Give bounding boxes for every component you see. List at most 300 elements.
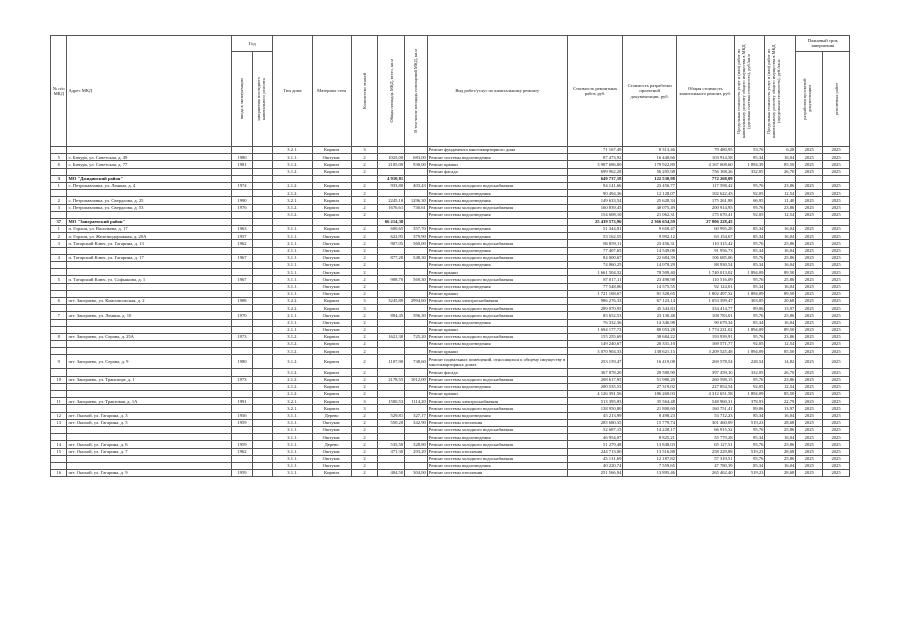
cell-fl: 2: [351, 455, 378, 462]
cell-p1: 2025: [796, 369, 823, 376]
cell-y2: [252, 333, 273, 340]
cell-addr: [67, 168, 232, 175]
cell-fl: 2: [351, 326, 378, 333]
cell-u2: 23,86: [765, 376, 796, 383]
cell-y2: [252, 455, 273, 462]
table-row: [51, 326, 850, 333]
cell-u1: 85,34: [734, 434, 765, 441]
cell-p2: 2025: [823, 348, 850, 355]
cell-mat: Кирпич: [312, 147, 351, 154]
cell-pa: 930,00: [405, 161, 428, 168]
cell-addr: [67, 290, 232, 297]
cell-pa: 328,80: [405, 441, 428, 448]
cell-y1: [232, 383, 253, 390]
table-row: [51, 412, 850, 419]
cell-mat: Оштукат.: [312, 276, 351, 283]
cell-c1: 986 276,33: [567, 297, 623, 304]
cell-y1: 1967: [232, 254, 253, 261]
cell-work: Ремонт системы водоотведения: [427, 197, 567, 204]
cell-addr: [67, 305, 232, 312]
cell-pa: 327,17: [405, 412, 428, 419]
cell-addr: пгт. Онохой, ул. Гагарина, д. 6: [67, 441, 232, 448]
table-row: [51, 154, 850, 161]
cell-p2: 2025: [823, 326, 850, 333]
cell-u1: 85,34: [734, 283, 765, 290]
table-row: [51, 369, 850, 376]
cell-p1: 2025: [796, 204, 823, 211]
cell-c3: 397 459,10: [676, 369, 734, 376]
cell-c1: 77 407,65: [567, 247, 623, 254]
cell-u2: 16,04: [765, 154, 796, 161]
cell-fl: 2: [351, 391, 378, 398]
cell-mat: Кирпич: [312, 297, 351, 304]
header-floors: Количество этажей: [351, 36, 378, 147]
cell-c3: 53 712,23: [676, 412, 734, 419]
cell-code: [273, 175, 312, 182]
cell-u2: 25,86: [765, 276, 796, 283]
header-address: Адрес МКД: [67, 36, 232, 147]
header-unit-cost: Предельная стоимость услуг и (или) работ по капитальному ремонту общего имущества в МКД (удельная сметная стоимость), руб./кв.м: [734, 36, 765, 147]
cell-u2: 16,04: [765, 283, 796, 290]
cell-c2: 122 530,98: [623, 175, 677, 182]
cell-p2: 2025: [823, 233, 850, 240]
cell-id: [51, 369, 67, 376]
cell-work: Ремонт крыши: [427, 269, 567, 276]
cell-p1: 2025: [796, 312, 823, 319]
cell-fl: 2: [351, 254, 378, 261]
cell-work: Ремонт системы холодного водоснабжения: [427, 426, 567, 433]
cell-pa: [405, 211, 428, 218]
header-design-cost: Стоимость разработки проектной документации, руб.: [623, 36, 677, 147]
cell-p2: 2025: [823, 448, 850, 455]
cell-p1: 2025: [796, 226, 823, 233]
cell-c2: 16 419,08: [623, 355, 677, 369]
cell-id: [51, 383, 67, 390]
cell-mat: Дерево: [312, 412, 351, 419]
cell-work: Ремонт системы холодного водоснабжения: [427, 376, 567, 383]
cell-addr: [67, 391, 232, 398]
cell-ta: 1107,90: [378, 355, 405, 369]
table-row: [51, 405, 850, 412]
cell-p1: 2025: [796, 297, 823, 304]
cell-code: 3.1.1.: [273, 276, 312, 283]
municipality-row: [51, 175, 850, 182]
cell-pa: [405, 348, 428, 355]
cell-c3: 227 854,54: [676, 383, 734, 390]
cell-id: 12: [51, 412, 67, 419]
cell-y1: [232, 290, 253, 297]
cell-ta: 600,65: [378, 226, 405, 233]
cell-addr: пгт. Онохой, ул. Гагарина, д. 3: [67, 412, 232, 419]
cell-y1: [232, 262, 253, 269]
cell-c2: 23 456,31: [623, 240, 677, 247]
cell-c2: 23 130,48: [623, 312, 677, 319]
cell-y1: 1974: [232, 182, 253, 189]
cell-c1: 253 159,47: [567, 355, 623, 369]
cell-addr: пгт. Заиграево, ул. Ленина, д. 10: [67, 312, 232, 319]
cell-u2: 28,68: [765, 470, 796, 477]
cell-work: [427, 175, 567, 182]
cell-u2: 12,54: [765, 383, 796, 390]
cell-pa: [405, 341, 428, 348]
cell-u1: 95,76: [734, 204, 765, 211]
cell-c3: 117 598,42: [676, 182, 734, 189]
cell-u2: 26,70: [765, 369, 796, 376]
cell-p1: 2025: [796, 147, 823, 154]
cell-p2: 2025: [823, 312, 850, 319]
cell-id: [51, 247, 67, 254]
cell-fl: 2: [351, 412, 378, 419]
cell-u2: 12,54: [765, 190, 796, 197]
cell-c3: 88 930,54: [676, 262, 734, 269]
cell-code: 3.1.1.: [273, 462, 312, 469]
cell-c2: 35 564,48: [623, 398, 677, 405]
cell-addr: [67, 319, 232, 326]
cell-code: [273, 218, 312, 225]
table-row: [51, 434, 850, 441]
cell-p1: 2025: [796, 161, 823, 168]
cell-id: [51, 319, 67, 326]
cell-c3: 548 960,31: [676, 398, 734, 405]
cell-ta: [378, 211, 405, 218]
cell-y1: 1963: [232, 226, 253, 233]
cell-fl: 2: [351, 233, 378, 240]
cell-y2: [252, 168, 273, 175]
cell-c2: 12 187,82: [623, 455, 677, 462]
cell-y1: 1959: [232, 441, 253, 448]
cell-p1: 2025: [796, 290, 823, 297]
cell-p2: 2025: [823, 305, 850, 312]
cell-pa: 342,90: [405, 419, 428, 426]
cell-p1: 2025: [796, 405, 823, 412]
header-num: № п/п МКД: [51, 36, 67, 147]
cell-u2: 85,50: [765, 391, 796, 398]
cell-c2: 80 053,28: [623, 326, 677, 333]
table-row: [51, 197, 850, 204]
header-unit-limit: Предельная стоимость услуг и (или) работ по капитальному ремонту общего имущества в МКД (предельная стоимость), руб./кв.м: [765, 36, 796, 147]
cell-addr: [67, 247, 232, 254]
cell-y2: [252, 190, 273, 197]
cell-c3: 772 268,09: [676, 175, 734, 182]
cell-p2: 2025: [823, 441, 850, 448]
cell-id: [51, 262, 67, 269]
cell-id: [51, 341, 67, 348]
cell-ta: [378, 434, 405, 441]
cell-pa: 569,30: [405, 276, 428, 283]
cell-p2: 2025: [823, 470, 850, 477]
cell-c1: 87 017,11: [567, 276, 623, 283]
cell-pa: 725,20: [405, 333, 428, 340]
cell-y1: [232, 269, 253, 276]
cell-pa: 560,00: [405, 240, 428, 247]
cell-id: 1: [51, 226, 67, 233]
cell-addr: пгт. Заиграево, ул. Серова, д. 9: [67, 355, 232, 369]
cell-y2: [252, 319, 273, 326]
cell-c2: 21 800,60: [623, 405, 677, 412]
cell-addr: с. Петропавловка, ул. Свердлова, д. 25: [67, 197, 232, 204]
cell-p2: 2025: [823, 462, 850, 469]
cell-c3: 193 939,91: [676, 333, 734, 340]
cell-code: 3.1.1.: [273, 269, 312, 276]
cell-fl: 2: [351, 312, 378, 319]
cell-u2: 12,54: [765, 341, 796, 348]
cell-y2: [252, 434, 273, 441]
cell-p1: 2025: [796, 448, 823, 455]
cell-id: [51, 405, 67, 412]
cell-addr: [67, 434, 232, 441]
cell-c3: 47 780,39: [676, 462, 734, 469]
cell-ta: 66 214,38: [378, 218, 405, 225]
cell-p1: 2025: [796, 376, 823, 383]
cell-ta: [378, 305, 405, 312]
cell-id: 9: [51, 355, 67, 369]
cell-p1: 2025: [796, 247, 823, 254]
cell-ta: [378, 269, 405, 276]
cell-p1: 2025: [796, 419, 823, 426]
cell-ta: 550,20: [378, 419, 405, 426]
cell-ta: 4 910,81: [378, 175, 405, 182]
cell-mat: Кирпич: [312, 355, 351, 369]
cell-ta: 3245,80: [378, 297, 405, 304]
cell-addr: п. Горхон, ул. Железнодорожная, д. 20А: [67, 233, 232, 240]
cell-u2: 16,04: [765, 434, 796, 441]
cell-addr: [67, 190, 232, 197]
cell-code: 3.1.2.: [273, 161, 312, 168]
cell-c1: 86 859,11: [567, 240, 623, 247]
header-year-commission: ввода в эксплуатацию: [232, 51, 253, 146]
cell-mat: Кирпич: [312, 405, 351, 412]
cell-u1: 303,85: [734, 297, 765, 304]
cell-c3: 66 915,32: [676, 426, 734, 433]
cell-ta: 2245,10: [378, 197, 405, 204]
cell-y2: [252, 369, 273, 376]
cell-ta: 2178,55: [378, 376, 405, 383]
table-row: [51, 333, 850, 340]
cell-c2: 9 992,12: [623, 233, 677, 240]
cell-u2: 14,82: [765, 355, 796, 369]
cell-p2: 2025: [823, 182, 850, 189]
cell-p1: 2025: [796, 434, 823, 441]
cell-work: Ремонт системы холодного водоснабжения: [427, 254, 567, 261]
cell-ta: [378, 326, 405, 333]
header-repair-works: ремонтных работ: [823, 51, 850, 146]
header-repair-cost: Стоимость ремонтных работ, руб.: [567, 36, 623, 147]
cell-fl: 2: [351, 240, 378, 247]
cell-code: 3.1.1.: [273, 283, 312, 290]
cell-pa: [405, 326, 428, 333]
cell-c1: 45 213,99: [567, 412, 623, 419]
cell-u1: 92,05: [734, 341, 765, 348]
cell-y2: [252, 297, 273, 304]
cell-y2: [252, 247, 273, 254]
cell-ta: [378, 462, 405, 469]
cell-y1: 1988: [232, 297, 253, 304]
cell-p1: 2025: [796, 254, 823, 261]
cell-pa: [405, 190, 428, 197]
cell-mat: Кирпич: [312, 470, 351, 477]
cell-ta: [378, 190, 405, 197]
header-wall-material: Материал стен: [312, 36, 351, 147]
cell-pa: [405, 455, 428, 462]
cell-c3: 334 414,77: [676, 305, 734, 312]
cell-y2: [252, 218, 273, 225]
cell-c1: 53 162,55: [567, 233, 623, 240]
cell-code: 2.1.1.: [273, 319, 312, 326]
cell-code: 2.1.2.: [273, 182, 312, 189]
table-row: [51, 269, 850, 276]
cell-mat: Кирпич: [312, 391, 351, 398]
table-row: [51, 448, 850, 455]
cell-y1: 1990: [232, 197, 253, 204]
cell-u1: 85,34: [734, 247, 765, 254]
cell-y1: 1959: [232, 419, 253, 426]
cell-code: 3.2.2.: [273, 305, 312, 312]
cell-c1: 3 070 904,33: [567, 348, 623, 355]
cell-addr: [67, 369, 232, 376]
cell-work: Ремонт системы отопления: [427, 419, 567, 426]
cell-c3: 260 598,15: [676, 376, 734, 383]
cell-u2: 6,28: [765, 147, 796, 154]
cell-y2: [252, 312, 273, 319]
table-row: [51, 182, 850, 189]
cell-pa: 730,61: [405, 204, 428, 211]
cell-p1: 2025: [796, 470, 823, 477]
cell-u2: 25,86: [765, 254, 796, 261]
cell-c1: 46 954,07: [567, 434, 623, 441]
table-row: [51, 204, 850, 211]
cell-fl: 2: [351, 154, 378, 161]
cell-u1: 95,76: [734, 276, 765, 283]
cell-mat: Оштукат.: [312, 283, 351, 290]
cell-id: 14: [51, 441, 67, 448]
cell-p1: 2025: [796, 168, 823, 175]
cell-c3: 301 460,09: [676, 419, 734, 426]
cell-p2: 2025: [823, 161, 850, 168]
cell-c1: 51 279,48: [567, 441, 623, 448]
cell-work: Ремонт фасада: [427, 369, 567, 376]
cell-p1: 2025: [796, 211, 823, 218]
cell-code: 2.1.2.: [273, 391, 312, 398]
cell-pa: 1296,30: [405, 197, 428, 204]
cell-c1: 208 617,95: [567, 376, 623, 383]
cell-c2: 78 509,40: [623, 269, 677, 276]
cell-y1: [232, 305, 253, 312]
cell-pa: 683,00: [405, 154, 428, 161]
cell-ta: [378, 405, 405, 412]
cell-y1: [232, 391, 253, 398]
cell-ta: [378, 147, 405, 154]
cell-c2: 14 228,17: [623, 426, 677, 433]
cell-pa: [405, 262, 428, 269]
cell-y1: 1962: [232, 240, 253, 247]
cell-p1: 2025: [796, 398, 823, 405]
cell-fl: 2: [351, 197, 378, 204]
cell-addr: с. Бичура, ул. Советская, д. 49: [67, 154, 232, 161]
cell-addr: [67, 348, 232, 355]
cell-c3: 103 914,58: [676, 154, 734, 161]
cell-work: Ремонт системы водоотведения: [427, 262, 567, 269]
header-house-type: Тип дома: [273, 36, 312, 147]
cell-y1: 1973: [232, 376, 253, 383]
cell-u2: 16,04: [765, 319, 796, 326]
cell-work: Ремонт системы водоотведения: [427, 233, 567, 240]
cell-c2: 21 062,31: [623, 211, 677, 218]
cell-c2: 14 346,98: [623, 319, 677, 326]
table-row: [51, 290, 850, 297]
cell-p2: 2025: [823, 254, 850, 261]
cell-c3: 1 740 013,02: [676, 269, 734, 276]
cell-c1: 649 737,18: [567, 175, 623, 182]
cell-p1: 2025: [796, 326, 823, 333]
cell-pa: [405, 283, 428, 290]
cell-pa: 738,60: [405, 355, 428, 369]
cell-id: 11: [51, 398, 67, 405]
cell-pa: [405, 462, 428, 469]
cell-ta: 1676,61: [378, 204, 405, 211]
cell-p2: [823, 218, 850, 225]
cell-u1: 85,34: [734, 233, 765, 240]
cell-mat: Кирпич: [312, 161, 351, 168]
cell-c3: 258 229,88: [676, 448, 734, 455]
cell-fl: 2: [351, 348, 378, 355]
cell-c2: 2 366 654,59: [623, 218, 677, 225]
cell-c3: 91 956,73: [676, 247, 734, 254]
cell-mat: Кирпич: [312, 168, 351, 175]
cell-c3: 60 995,28: [676, 226, 734, 233]
header-total-cost: Общая стоимость капитального ремонт, руб.: [676, 36, 734, 147]
cell-u1: 85,34: [734, 412, 765, 419]
cell-p2: 2025: [823, 419, 850, 426]
cell-u2: 89,50: [765, 326, 796, 333]
cell-fl: 2: [351, 419, 378, 426]
table-row: [51, 247, 850, 254]
cell-p2: 2025: [823, 341, 850, 348]
table-row: [51, 391, 850, 398]
cell-addr: [67, 211, 232, 218]
cell-id: [51, 190, 67, 197]
cell-u1: 332,05: [734, 369, 765, 376]
cell-p1: 2025: [796, 262, 823, 269]
cell-c3: 160 751,41: [676, 405, 734, 412]
cell-u1: 95,76: [734, 376, 765, 383]
cell-pa: [405, 369, 428, 376]
cell-c1: 699 962,28: [567, 168, 623, 175]
cell-id: 15: [51, 448, 67, 455]
cell-c2: 8 825,21: [623, 434, 677, 441]
cell-mat: Кирпич: [312, 369, 351, 376]
cell-c1: 76 332,36: [567, 319, 623, 326]
cell-mat: Кирпич: [312, 398, 351, 405]
cell-u2: 89,50: [765, 269, 796, 276]
cell-work: Ремонт системы холодного водоснабжения: [427, 441, 567, 448]
cell-code: 3.1.1.: [273, 448, 312, 455]
cell-mat: Кирпич: [312, 376, 351, 383]
table-row: [51, 383, 850, 390]
cell-work: Ремонт системы холодного водоснабжения: [427, 312, 567, 319]
cell-y2: [252, 462, 273, 469]
header-year-reconstruction: завершения последнего капитального ремонта: [252, 51, 273, 146]
cell-ta: [378, 391, 405, 398]
cell-addr: с. Петропавловка, ул. Свердлова, д. 53: [67, 204, 232, 211]
cell-ta: [378, 341, 405, 348]
cell-c1: 149 240,67: [567, 341, 623, 348]
cell-addr: пгт. Заиграево, ул. Транспорт, д. 1: [67, 376, 232, 383]
header-total-area: Общая площадь МКД, всего, кв.м: [378, 36, 405, 147]
cell-addr: [67, 283, 232, 290]
cell-u1: 1 894,09: [734, 326, 765, 333]
cell-mat: Кирпич: [312, 182, 351, 189]
cell-id: 16: [51, 470, 67, 477]
